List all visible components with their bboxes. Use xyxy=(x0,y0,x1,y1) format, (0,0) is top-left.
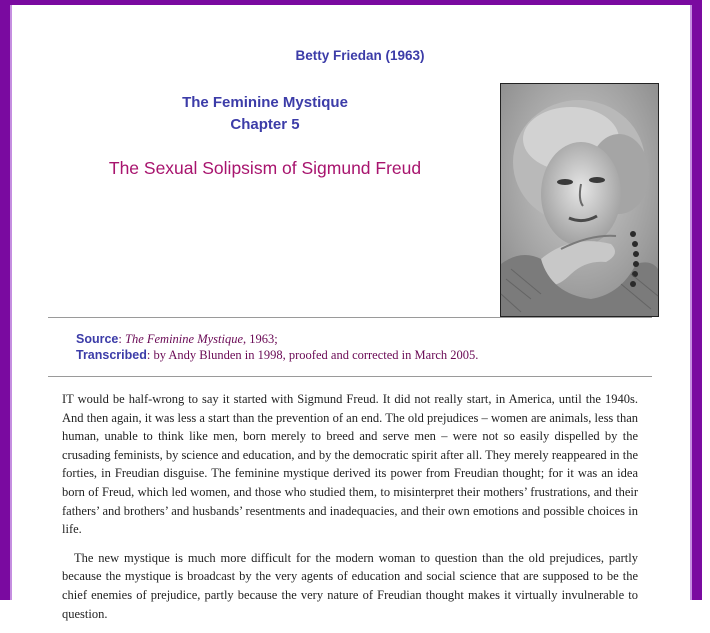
transcribed-line xyxy=(76,347,478,363)
chapter-title: The Sexual Solipsism of Sigmund Freud xyxy=(108,158,422,178)
source-info xyxy=(76,331,478,363)
paragraph: IT would be half-wrong to say it started with Sigmund Freud. It did not really start, in America, until the 1940s. And then again, it was less a start than the prevention of an end. The old prejudices – women are animals, less than human, unable to think like men, born merely to breed and serve men – were not so easily dispelled by the crusading feminists, by science and education, and by the democratic spirit after all. They merely reappeared in the forties, in Freudian disguise. The feminine mystique derived its power from Freudian thought; for it was an idea born of Freud, which led women, and those who studied them, to misinterpret their mothers’ frustrations, and their fathers’ and brothers’ and husbands’ resentments and inadequacies, and their own emotions and possible choices in life. xyxy=(62,392,638,537)
book-title-block xyxy=(10,92,520,136)
divider-top xyxy=(48,317,652,318)
paragraph: The new mystique is much more difficult for the modern woman to question than the old prejudices, partly because the mystique is broadcast by the very agents of education and social science that are supposed to be the chief enemies of prejudice, partly because the very nature of Freudian thought makes it virtually invulnerable to question. xyxy=(62,550,638,621)
transcribed-label: Transcribed xyxy=(76,348,147,362)
source-sep: : xyxy=(118,332,125,346)
author-portrait-image xyxy=(500,83,659,317)
portrait-photo-icon xyxy=(501,84,658,316)
chapter-number: Chapter 5 xyxy=(230,116,300,133)
divider-bottom xyxy=(48,376,652,377)
source-year: , 1963; xyxy=(243,332,278,346)
body-text xyxy=(62,390,638,633)
source-label: Source xyxy=(76,332,119,346)
source-line xyxy=(76,331,478,347)
transcribed-text: : by Andy Blunden in 1998, proofed and corrected in March 2005. xyxy=(146,348,479,362)
source-title: The Feminine Mystique xyxy=(125,332,244,346)
author-line: Betty Friedan (1963) xyxy=(295,48,425,63)
book-title: The Feminine Mystique xyxy=(182,94,348,111)
